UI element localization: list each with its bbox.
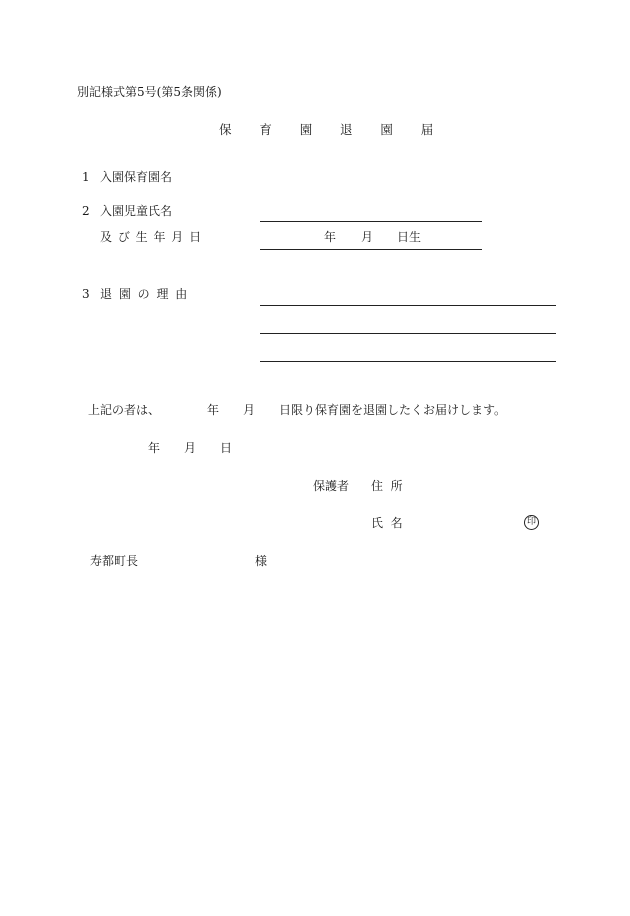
seal-mark: 印 [524,515,539,530]
title-char: 届 [420,122,434,137]
item1-label: 入園保育園名 [100,170,173,184]
title-char: 育 [259,122,272,137]
statement-month: 月 [243,403,256,417]
statement-suffix: 日限り保育園を退園したくお届けします。 [279,403,507,417]
birthdate-line[interactable] [260,249,482,250]
title-char: 園 [299,122,313,137]
item1-number: 1 [82,170,90,184]
birth-day-label: 日生 [397,230,422,244]
addressee-honorific: 様 [255,554,268,568]
name-label: 氏 名 [371,516,403,530]
birthdate-label: 及 び 生 年 月 日 [100,230,202,244]
date-year: 年 [148,441,161,455]
date-month: 月 [184,441,197,455]
reason-line-3[interactable] [260,361,556,362]
statement-prefix: 上記の者は、 [88,403,161,417]
item2-label: 入園児童氏名 [100,204,173,218]
birth-year-label: 年 [324,230,337,244]
addressee-name: 寿都町長 [90,554,139,568]
title-char: 園 [380,122,393,137]
title-char: 保 [219,122,232,137]
item2-number: 2 [82,204,90,218]
form-reference: 別記様式第5号(第5条関係) [77,85,222,99]
birth-month-label: 月 [361,230,374,244]
item3-label: 退 園 の 理 由 [100,287,188,301]
reason-line-2[interactable] [260,333,556,334]
child-name-line[interactable] [260,221,482,222]
item3-number: 3 [82,287,90,301]
document-title [219,124,457,137]
title-char: 退 [340,122,353,137]
statement-year: 年 [207,403,220,417]
date-day: 日 [220,441,233,455]
guardian-label: 保護者 [313,479,350,493]
address-label: 住 所 [371,479,403,493]
reason-line-1[interactable] [260,305,556,306]
